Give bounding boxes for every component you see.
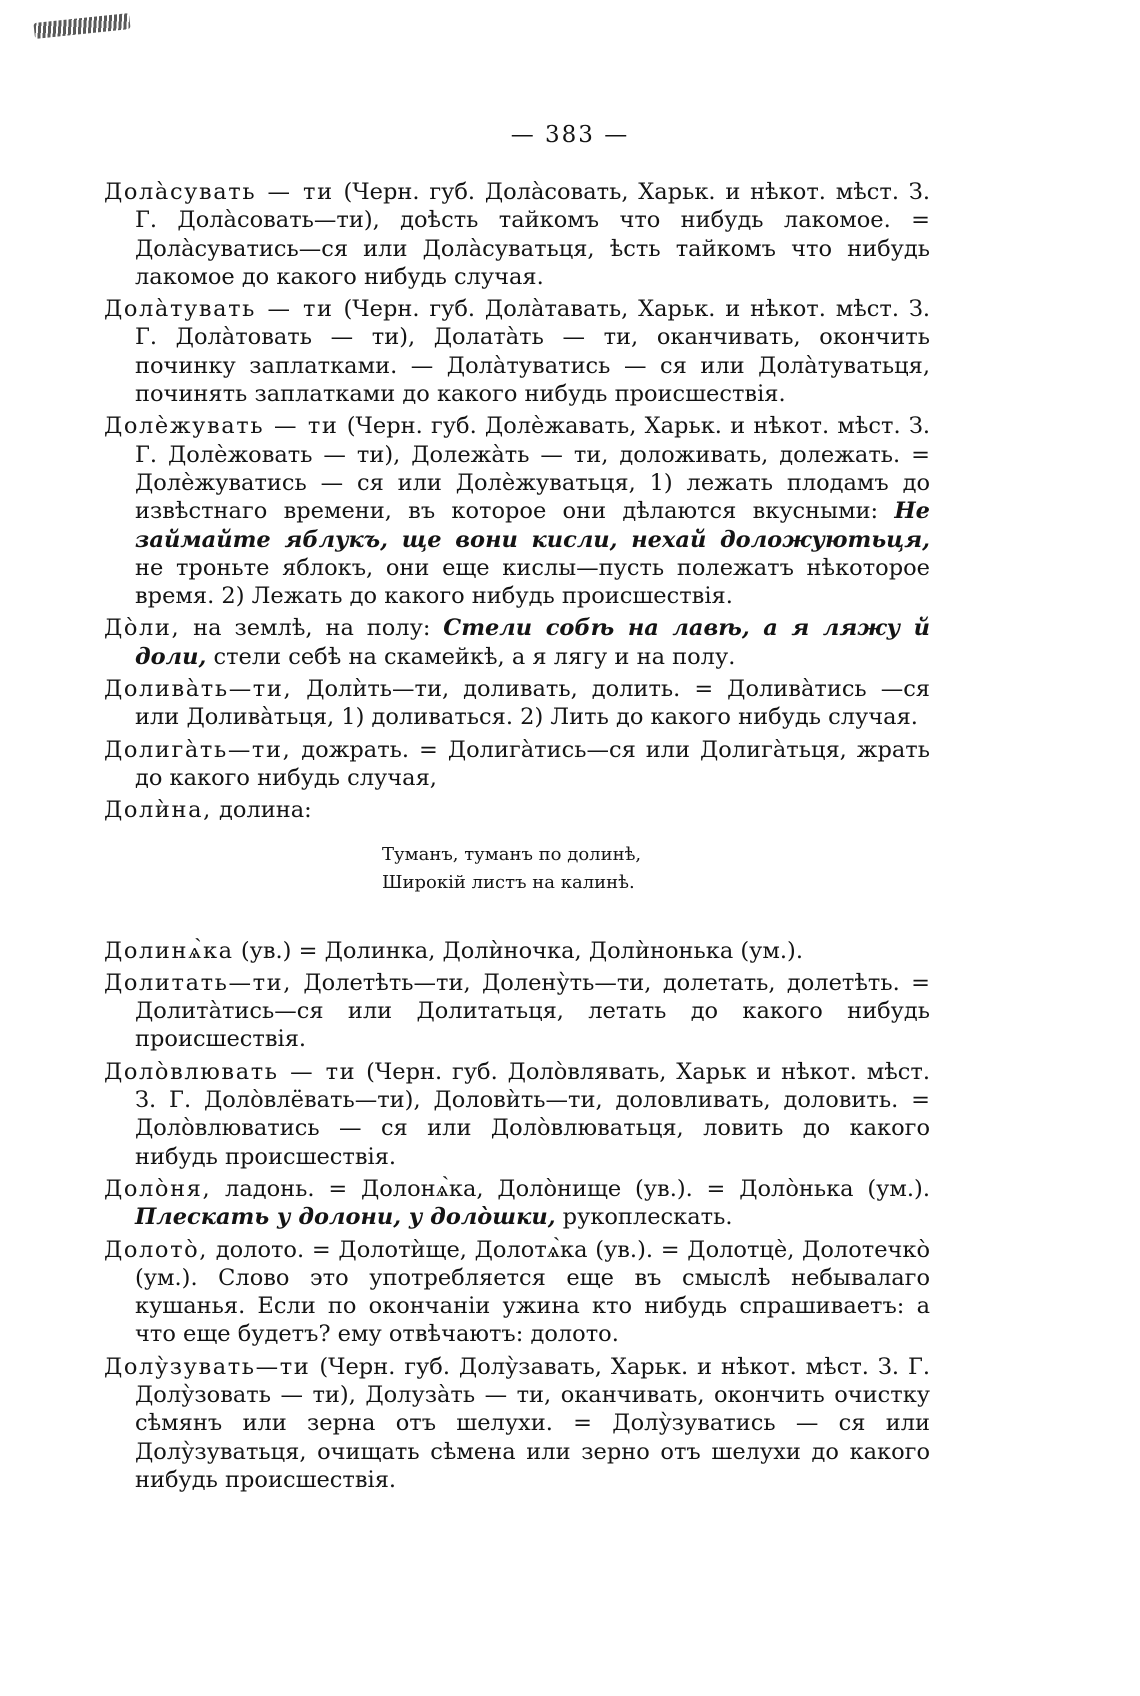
headword: Долотò, (104, 1236, 209, 1263)
dictionary-entry (104, 1353, 930, 1494)
verse-line: Широкій листъ на калинѣ. (382, 871, 635, 893)
verse-line: Туманъ, туманъ по долинѣ, (382, 843, 642, 865)
definition: (Черн. губ. Долàсовать, Харьк. и нѣкот. мѣст. З. Г. Долàсовать—ти), доѣсть тайкомъ что нибудь лакомое. = Долàсуватись—ся или Долàсуватьця, ѣсть тайкомъ что нибудь лакомое до какого нибудь случая. (135, 179, 930, 290)
headword: Долѝна, (104, 797, 212, 824)
page-number: — 383 — (510, 122, 630, 148)
definition: Долѝть—ти, доливать, долить. = Доливàтись —ся или Доливàтьця, 1) доливаться. 2) Лить до какого нибудь случая. (135, 676, 930, 731)
headword: Долитать—ти, (104, 969, 292, 996)
dictionary-entry (104, 969, 930, 1054)
dictionary-text (104, 178, 930, 1498)
definition-continued: не троньте яблокъ, они еще кислы—пусть полежатъ нѣкоторое время. 2) Лежать до какого нибудь происшествія. (135, 554, 930, 610)
dictionary-entry (104, 736, 930, 793)
dictionary-entry (104, 1236, 930, 1349)
definition: (Черн. губ. Долàтавать, Харьк. и нѣкот. мѣст. З. Г. Долàтовать — ти), Долатàть — ти, оканчивать, окончить починку заплатками. — Долàтуватись — ся или Долàтуватьця, починять заплатками до какого нибудь происшествія. (135, 296, 930, 408)
example-phrase: Плескать у долони, у долòшки, (135, 1204, 556, 1231)
definition: (Черн. губ. Долòвлявать, Харьк и нѣкот. мѣст. З. Г. Долòвлёвать—ти), Доловѝть—ти, доловливать, доловить. = Долòвлюватись — ся или Долòвлюватьця, ловить до какого нибудь происшествія. (135, 1058, 931, 1170)
dictionary-entry (104, 675, 930, 732)
headword: Дòли, (104, 615, 181, 642)
example-phrase: Не займайте яблукъ, ще вони кисли, нехай доложуютьця, (135, 498, 930, 553)
definition: Долетѣть—ти, Долену̀ть—ти, долетать, долетѣть. = Долитàтись—ся или Долитатьця, летать до какого нибудь происшествія. (135, 969, 930, 1053)
definition: на землѣ, на полу: (180, 615, 444, 642)
headword: Долигàть—ти, (104, 736, 292, 763)
headword: Долòвлювать — ти (104, 1058, 357, 1085)
dictionary-entry (104, 295, 930, 408)
headword: Долàтувать — ти (104, 296, 334, 323)
definition: (Черн. губ. Долу̀завать, Харьк. и нѣкот. мѣст. З. Г. Долу̀зовать — ти), Долузàть — ти, оканчивать, окончить очистку сѣмянъ или зерна отъ шелухи. = Долу̀зуватись — ся или Долу̀зуватьця, очищать сѣмена или зерно отъ шелухи до какого нибудь происшествія. (135, 1353, 930, 1493)
dictionary-entry (104, 1175, 930, 1232)
definition: долото. = Долотѝще, Долотѧ̀ка (ув.). = Долотцѐ, Долотечкò (ум.). Слово это употребляется еще въ смыслѣ небывалаго кушанья. Если по окончаніи ужина кто нибудь спрашиваетъ: а что еще будетъ? ему отвѣчаютъ: долото. (135, 1236, 930, 1348)
headword: Доливàть—ти, (104, 676, 293, 703)
example-phrase: Стели собѣ на лавѣ, а я ляжу й доли, (135, 615, 930, 670)
headword: Долàсувать — ти (104, 179, 334, 205)
definition-continued: стели себѣ на скамейкѣ, а я лягу и на полу. (206, 643, 736, 670)
headword: Долѐжувать — ти (104, 413, 339, 440)
definition-continued: рукоплескать. (555, 1204, 733, 1231)
dictionary-entry (104, 796, 930, 824)
definition: ладонь. = Долонѧ̀ка, Долòнище (ув.). = Долòнька (ум.). (211, 1175, 930, 1202)
dictionary-entry (104, 178, 930, 291)
headword: Долу̀зувать—ти (104, 1353, 311, 1380)
verse-quote (382, 841, 930, 897)
ink-smudge (33, 13, 130, 39)
headword: Долинѧ̀ка (104, 937, 234, 964)
headword: Долòня, (104, 1175, 212, 1202)
definition: долина: (211, 797, 312, 824)
dictionary-entry (104, 412, 930, 610)
dictionary-entry (104, 614, 930, 671)
definition: (Черн. губ. Долѐжавать, Харьк. и нѣкот. мѣст. З. Г. Долѐжовать — ти), Долежàть — ти, доложивать, долежать. = Долѐжуватись — ся или Долѐжуватьця, 1) лежать плодамъ до извѣстнаго времени, въ которое они дѣлаются вкусными: (135, 413, 930, 525)
definition: дожрать. = Долигàтись—ся или Долигàтьця, жрать до какого нибудь случая, (135, 736, 930, 791)
dictionary-entry (104, 1058, 930, 1171)
definition: (ув.) = Долинка, Долѝночка, Долѝнонька (ум.). (233, 937, 803, 964)
dictionary-entry (104, 937, 930, 965)
